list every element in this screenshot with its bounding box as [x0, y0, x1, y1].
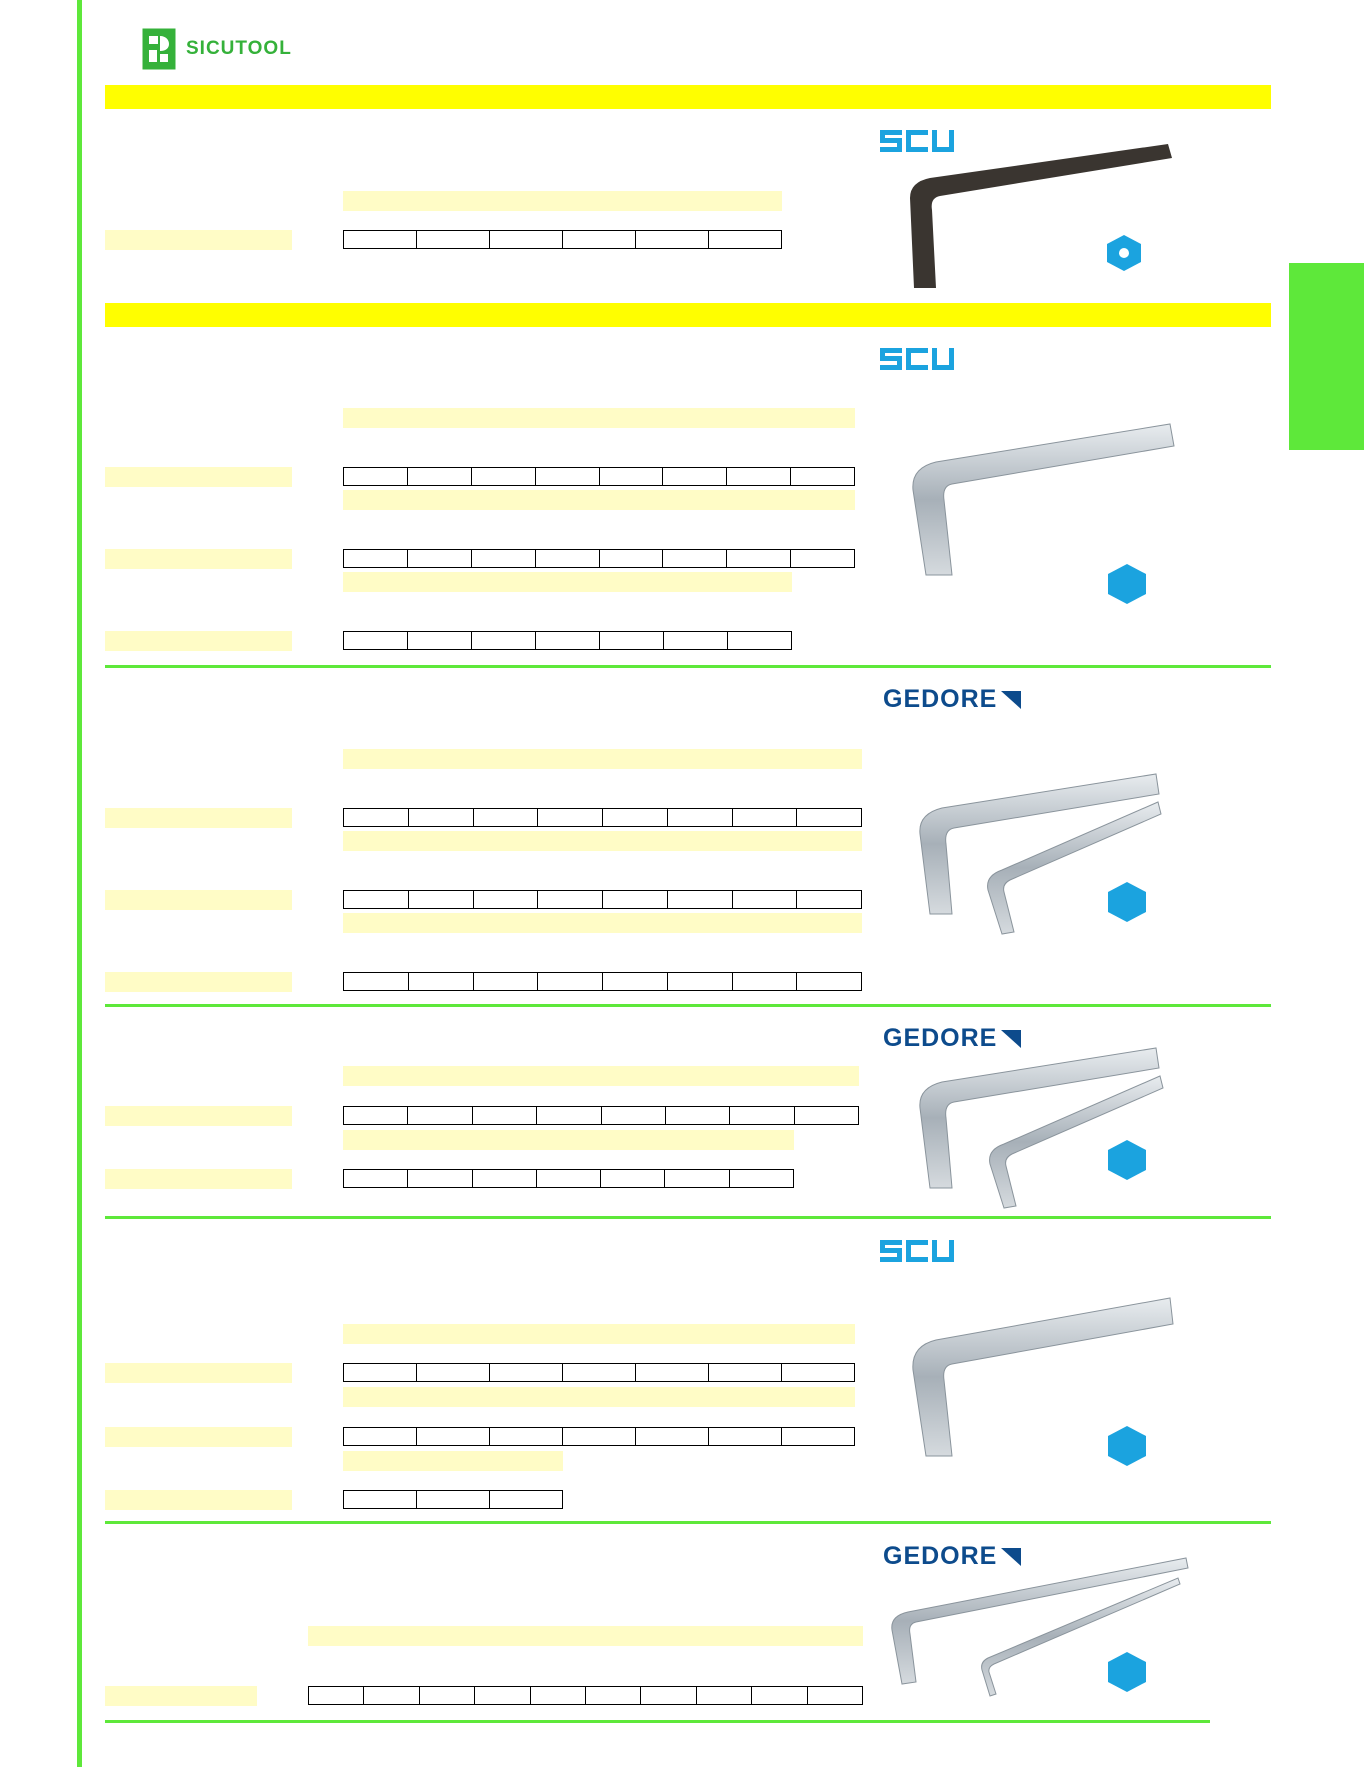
section-2-spec-header-2 — [343, 490, 855, 510]
section-3-size-table-2 — [343, 890, 862, 909]
section-2-size-table-2 — [343, 549, 855, 568]
logo-text: SICUTOOL — [186, 38, 292, 59]
section-separator — [105, 1216, 1271, 1219]
section-4-size-table-1 — [343, 1106, 859, 1125]
section-5-size-table-1 — [343, 1363, 855, 1382]
section-3-spec-header-1 — [343, 749, 862, 769]
section-1-title-band — [105, 85, 1271, 109]
hexagon-icon — [1107, 1651, 1147, 1693]
section-4-spec-header-2 — [343, 1130, 794, 1150]
scu-brand-logo — [878, 1238, 958, 1264]
section-1-spec-header — [343, 191, 782, 211]
section-separator — [105, 665, 1271, 668]
section-5-size-table-2 — [343, 1427, 855, 1446]
left-accent-rule — [77, 0, 82, 1767]
section-separator — [105, 1004, 1271, 1007]
section-3-spec-header-2 — [343, 831, 862, 851]
section-5-spec-header-1 — [343, 1324, 855, 1344]
section-2-size-table-3 — [343, 631, 792, 650]
section-6-spec-header — [308, 1626, 863, 1646]
scu-brand-logo — [878, 346, 958, 372]
section-5-spec-header-2 — [343, 1387, 855, 1407]
section-2-size-table-1 — [343, 467, 855, 486]
section-1-size-table — [343, 230, 782, 249]
section-6-size-table — [308, 1686, 863, 1705]
section-separator — [105, 1521, 1271, 1524]
section-2-spec-header-3 — [343, 572, 792, 592]
section-2-row-label-1 — [105, 467, 292, 487]
section-side-tab[interactable] — [1289, 263, 1364, 450]
section-2-title-band — [105, 303, 1271, 327]
hex-key-wrench-image — [908, 420, 1178, 580]
gedore-brand-logo: GEDORE — [883, 1024, 1021, 1053]
gedore-brand-logo: GEDORE — [883, 685, 1021, 714]
section-5-size-table-3 — [343, 1490, 563, 1509]
section-2-row-label-3 — [105, 631, 292, 651]
hexagon-icon — [1107, 1425, 1147, 1467]
section-1-row-label — [105, 230, 292, 250]
sicutool-logo — [142, 28, 342, 74]
section-3-row-label-3 — [105, 972, 292, 992]
section-2-spec-header-1 — [343, 408, 855, 428]
section-2-row-label-2 — [105, 549, 292, 569]
section-4-row-label-1 — [105, 1106, 292, 1126]
hex-key-wrench-image — [912, 1046, 1167, 1211]
section-3-size-table-1 — [343, 808, 862, 827]
section-4-size-table-2 — [343, 1169, 794, 1188]
section-4-spec-header-1 — [343, 1066, 859, 1086]
section-4-row-label-2 — [105, 1169, 292, 1189]
section-6-row-label — [105, 1686, 257, 1706]
section-3-row-label-2 — [105, 890, 292, 910]
section-5-row-label-3 — [105, 1490, 292, 1510]
section-5-row-label-1 — [105, 1363, 292, 1383]
hexagon-icon — [1107, 881, 1147, 923]
section-separator — [105, 1720, 1210, 1723]
hex-key-wrench-image — [888, 1554, 1193, 1699]
section-5-row-label-2 — [105, 1427, 292, 1447]
section-3-size-table-3 — [343, 972, 862, 991]
section-3-spec-header-3 — [343, 913, 862, 933]
section-3-row-label-1 — [105, 808, 292, 828]
section-5-spec-header-3 — [343, 1451, 563, 1471]
hexagon-icon — [1107, 563, 1147, 605]
gedore-brand-logo: GEDORE — [883, 1542, 1021, 1571]
hex-socket-icon — [1106, 234, 1142, 272]
sicutool-logo-icon — [142, 28, 176, 70]
hexagon-icon — [1107, 1139, 1147, 1181]
